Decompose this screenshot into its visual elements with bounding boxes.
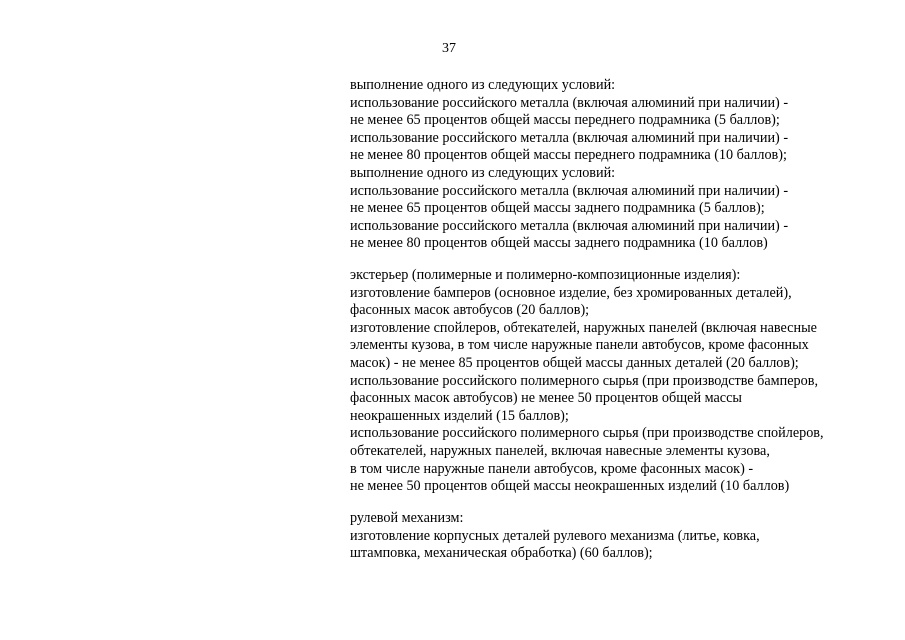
text-line: изготовление корпусных деталей рулевого механизма (литье, ковка,: [350, 527, 760, 544]
text-line: использование российского металла (включая алюминий при наличии) -: [350, 217, 789, 234]
text-line: использование российского полимерного сырья (при производстве бамперов,: [350, 372, 818, 389]
text-line: выполнение одного из следующих условий:: [350, 77, 616, 93]
text-line: не менее 80 процентов общей массы переднего подрамника (10 баллов);: [350, 147, 787, 164]
text-line: использование российского металла (включая алюминий при наличии) -: [350, 94, 789, 111]
text-line: выполнение одного из следующих условий:: [350, 164, 616, 181]
text-line: обтекателей, наружных панелей, включая навесные элементы кузова,: [350, 442, 770, 459]
page-number: 37: [442, 41, 456, 56]
text-line: в том числе наружные панели автобусов, кроме фасонных масок) -: [350, 460, 754, 477]
text-line: масок) - не менее 85 процентов общей массы данных деталей (20 баллов);: [350, 354, 799, 371]
text-line: изготовление спойлеров, обтекателей, наружных панелей (включая навесные: [350, 319, 817, 336]
text-line: изготовление бамперов (основное изделие, без хромированных деталей),: [350, 284, 792, 301]
text-line: элементы кузова, в том числе наружные панели автобусов, кроме фасонных: [350, 337, 809, 354]
text-line: неокрашенных изделий (15 баллов);: [350, 407, 569, 424]
text-line: не менее 65 процентов общей массы переднего подрамника (5 баллов);: [350, 112, 780, 129]
text-line: фасонных масок автобусов) не менее 50 процентов общей массы: [350, 390, 742, 407]
text-line: использование российского полимерного сырья (при производстве спойлеров,: [350, 425, 824, 442]
text-line: штамповка, механическая обработка) (60 баллов);: [350, 545, 653, 562]
text-line: фасонных масок автобусов (20 баллов);: [350, 302, 590, 319]
paragraph-metal-subframe: [350, 77, 890, 253]
text-line: не менее 50 процентов общей массы неокрашенных изделий (10 баллов): [350, 478, 790, 495]
paragraph-exterior: [350, 267, 890, 496]
text-line: использование российского металла (включая алюминий при наличии) -: [350, 182, 789, 199]
text-line: не менее 80 процентов общей массы заднего подрамника (10 баллов): [350, 235, 768, 252]
text-line: экстерьер (полимерные и полимерно-композиционные изделия):: [350, 267, 741, 283]
text-line: не менее 65 процентов общей массы заднего подрамника (5 баллов);: [350, 200, 765, 217]
text-line: использование российского металла (включая алюминий при наличии) -: [350, 129, 789, 146]
text-line: рулевой механизм:: [350, 510, 464, 526]
paragraph-steering: [350, 510, 890, 563]
